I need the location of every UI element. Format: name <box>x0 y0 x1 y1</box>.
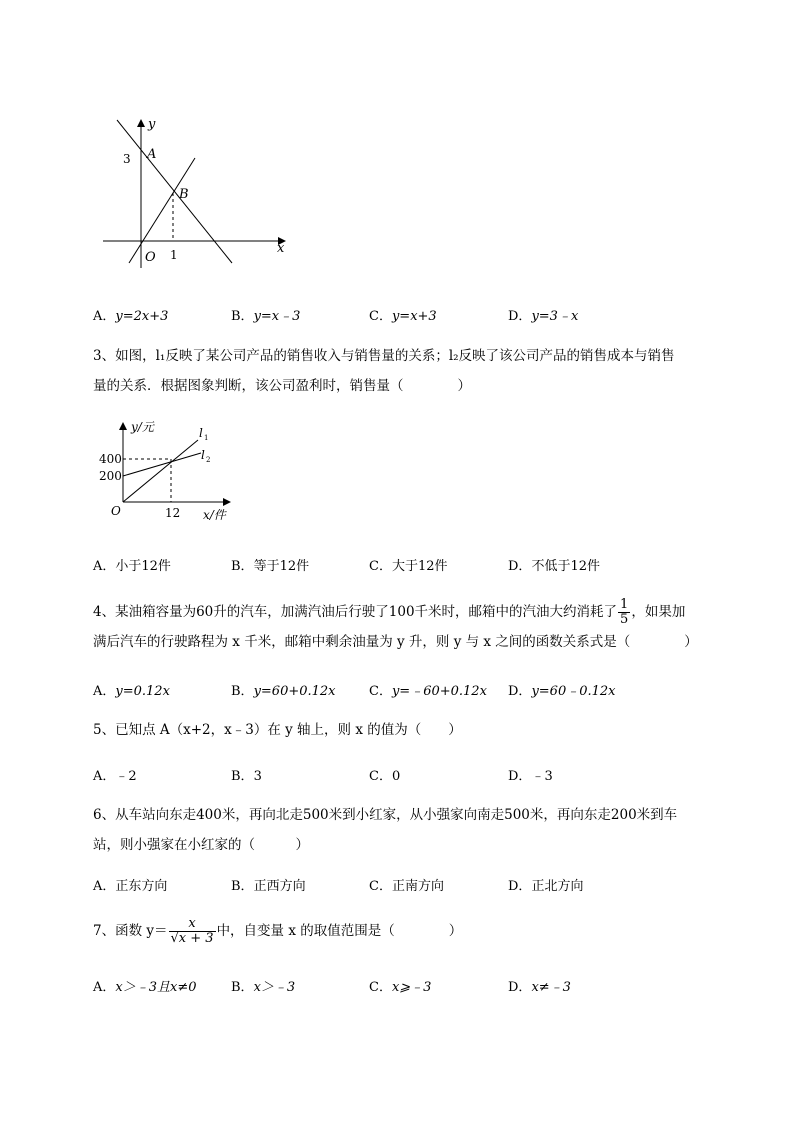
label-y: y <box>148 117 156 132</box>
q3-option-a[interactable]: A．小于12件 <box>93 559 171 574</box>
q5-option-d[interactable]: D．﹣3 <box>508 769 553 784</box>
graph-q3 <box>95 415 245 530</box>
q2-option-a[interactable]: A．y=2x+3 <box>93 309 169 324</box>
q2-option-c[interactable]: C．y=x+3 <box>369 309 437 324</box>
label-o: O <box>145 250 156 265</box>
fraction-x-over-sqrt: $\frac{x}{√x + 3}$ <box>170 916 214 946</box>
label-a: A <box>147 147 157 162</box>
q6-stem <box>93 800 753 860</box>
label-x-jian: x/件 <box>203 508 226 522</box>
q5-stem <box>93 715 753 745</box>
q2-option-d[interactable]: D．y=3﹣x <box>508 309 579 324</box>
label-l2-sub: 2 <box>206 456 211 464</box>
q2-option-b[interactable]: B．y=x﹣3 <box>231 309 301 324</box>
q4-line2: 满后汽车的行驶路程为 x 千米，邮箱中剩余油量为 y 升，则 y 与 x 之间的函数关系式是（ ） <box>93 634 698 650</box>
q3-line2: 量的关系．根据图象判断，该公司盈利时，销售量（ ） <box>93 378 471 394</box>
q3-option-d[interactable]: D．不低于12件 <box>508 559 600 574</box>
q4-option-c[interactable]: C．y=﹣60+0.12x <box>369 684 487 699</box>
tick-1: 1 <box>170 248 178 262</box>
q4-option-a[interactable]: A．y=0.12x <box>93 684 170 699</box>
label-l1: l <box>199 426 203 440</box>
label-l2: l <box>201 448 205 462</box>
q7-option-b[interactable]: B．x＞﹣3 <box>231 980 296 995</box>
q3-option-c[interactable]: C．大于12件 <box>369 559 448 574</box>
tick-400: 400 <box>99 452 122 466</box>
q6-option-d[interactable]: D．正北方向 <box>508 879 584 894</box>
graph-q2 <box>95 110 305 275</box>
q6-option-a[interactable]: A．正东方向 <box>93 879 168 894</box>
q3-line1: 3、如图，l₁反映了某公司产品的销售收入与销售量的关系；l₂反映了该公司产品的销售成本与销售 <box>93 348 675 364</box>
tick-200: 200 <box>99 469 122 483</box>
q3-option-b[interactable]: B．等于12件 <box>231 559 310 574</box>
q5-option-c[interactable]: C．0 <box>369 769 401 784</box>
q4-option-b[interactable]: B．y=60+0.12x <box>231 684 336 699</box>
q7-option-d[interactable]: D．x≠﹣3 <box>508 980 571 995</box>
label-y-yuan: y/元 <box>131 420 154 434</box>
q5-line1: 5、已知点 A（x+2，x﹣3）在 y 轴上，则 x 的值为（ ） <box>93 722 462 738</box>
label-l1-sub: 1 <box>204 434 209 442</box>
tick-12: 12 <box>165 506 181 520</box>
line-l2 <box>123 453 201 476</box>
q5-option-a[interactable]: A．﹣2 <box>93 769 137 784</box>
q7-option-a[interactable]: A．x＞﹣3且x≠0 <box>93 980 197 995</box>
line-through-origin <box>129 158 195 263</box>
q7-line1: 7、函数 y＝ $\frac{x}{√x + 3}$ 中，自变量 x 的取值范围是（ ） <box>93 916 463 946</box>
label-x: x <box>277 241 285 256</box>
label-b: B <box>179 187 189 202</box>
q6-option-b[interactable]: B．正西方向 <box>231 879 306 894</box>
q4-stem <box>93 597 753 657</box>
q4-line1: 4、某油箱容量为60升的汽车，加满汽油后行驶了100千米时，邮箱中的汽油大约消耗了 $\frac{1}{5}$ ，如果加 <box>93 597 686 627</box>
label-o-q3: O <box>111 504 121 518</box>
tick-3: 3 <box>123 152 131 166</box>
fraction-one-fifth: $\frac{1}{5}$ <box>620 597 629 627</box>
line-l1 <box>123 440 198 502</box>
q3-stem <box>93 341 753 401</box>
q7-stem <box>93 916 753 946</box>
q6-line2: 站，则小强家在小红家的（ ） <box>93 837 309 853</box>
q5-option-b[interactable]: B．3 <box>231 769 262 784</box>
q6-option-c[interactable]: C．正南方向 <box>369 879 444 894</box>
q4-option-d[interactable]: D．y=60﹣0.12x <box>508 684 616 699</box>
q7-option-c[interactable]: C．x⩾﹣3 <box>369 980 432 995</box>
q6-line1: 6、从车站向东走400米，再向北走500米到小红家，从小强家向南走500米，再向东走200米到车 <box>93 807 678 823</box>
